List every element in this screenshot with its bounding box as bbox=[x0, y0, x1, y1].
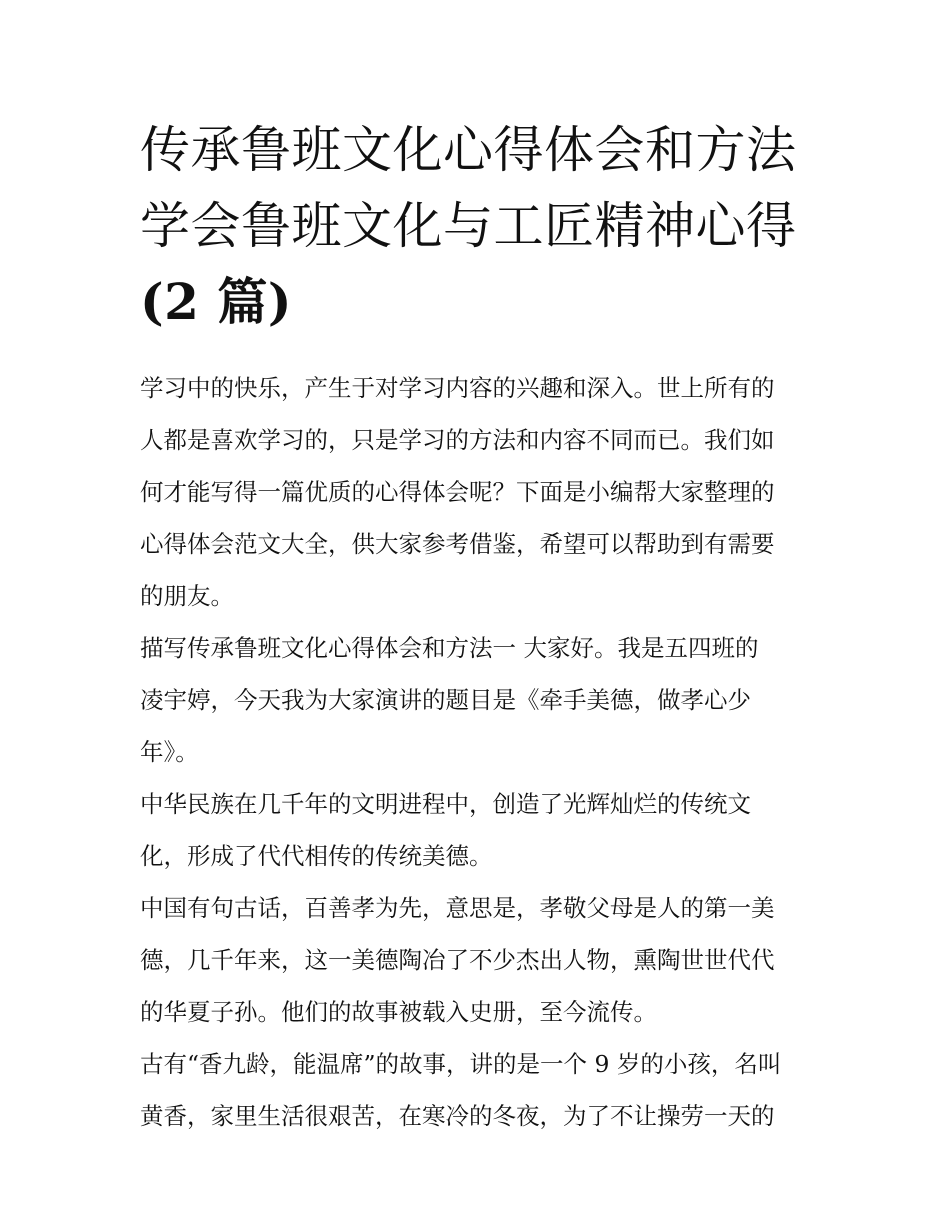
text-line: 心得体会范文大全，供大家参考借鉴，希望可以帮助到有需要 bbox=[140, 530, 775, 558]
text-line: 化，形成了代代相传的传统美德。 bbox=[140, 842, 493, 870]
text-line: 学习中的快乐，产生于对学习内容的兴趣和深入。世上所有的 bbox=[140, 374, 775, 402]
text-line: 人都是喜欢学习的，只是学习的方法和内容不同而已。我们如 bbox=[140, 426, 775, 454]
paragraph-huang-xiang bbox=[140, 1038, 812, 1142]
title-line: (2 篇) bbox=[140, 272, 293, 331]
text-line: 中华民族在几千年的文明进程中，创造了光辉灿烂的传统文 bbox=[140, 790, 751, 818]
text-line: 中国有句古话，百善孝为先，意思是，孝敬父母是人的第一美 bbox=[140, 894, 775, 922]
text-line: 年》。 bbox=[140, 738, 199, 766]
text-line: 的华夏子孙。他们的故事被载入史册，至今流传。 bbox=[140, 998, 657, 1026]
paragraph-intro bbox=[140, 362, 812, 622]
paragraph-tradition bbox=[140, 778, 812, 882]
paragraph-speech-opening bbox=[140, 622, 812, 778]
title-line: 学会鲁班文化与工匠精神心得 bbox=[140, 197, 797, 255]
text-line: 何才能写得一篇优质的心得体会呢？下面是小编帮大家整理的 bbox=[140, 478, 775, 506]
text-line: 的朋友。 bbox=[140, 582, 234, 610]
document-body bbox=[140, 362, 812, 1142]
paragraph-filial-piety bbox=[140, 882, 812, 1038]
text-line: 凌宇婷，今天我为大家演讲的题目是《牵手美德，做孝心少 bbox=[140, 686, 751, 714]
text-line: 黄香，家里生活很艰苦，在寒冷的冬夜，为了不让操劳一天的 bbox=[140, 1102, 775, 1130]
text-line: 德，几千年来，这一美德陶冶了不少杰出人物，熏陶世世代代 bbox=[140, 946, 775, 974]
document-content bbox=[140, 112, 812, 1142]
title-line: 传承鲁班文化心得体会和方法 bbox=[140, 121, 797, 179]
text-line: 描写传承鲁班文化心得体会和方法一 大家好。我是五四班的 bbox=[140, 634, 759, 662]
document-title bbox=[140, 112, 820, 340]
text-line: 古有“香九龄，能温席”的故事，讲的是一个 9 岁的小孩，名叫 bbox=[140, 1050, 782, 1078]
